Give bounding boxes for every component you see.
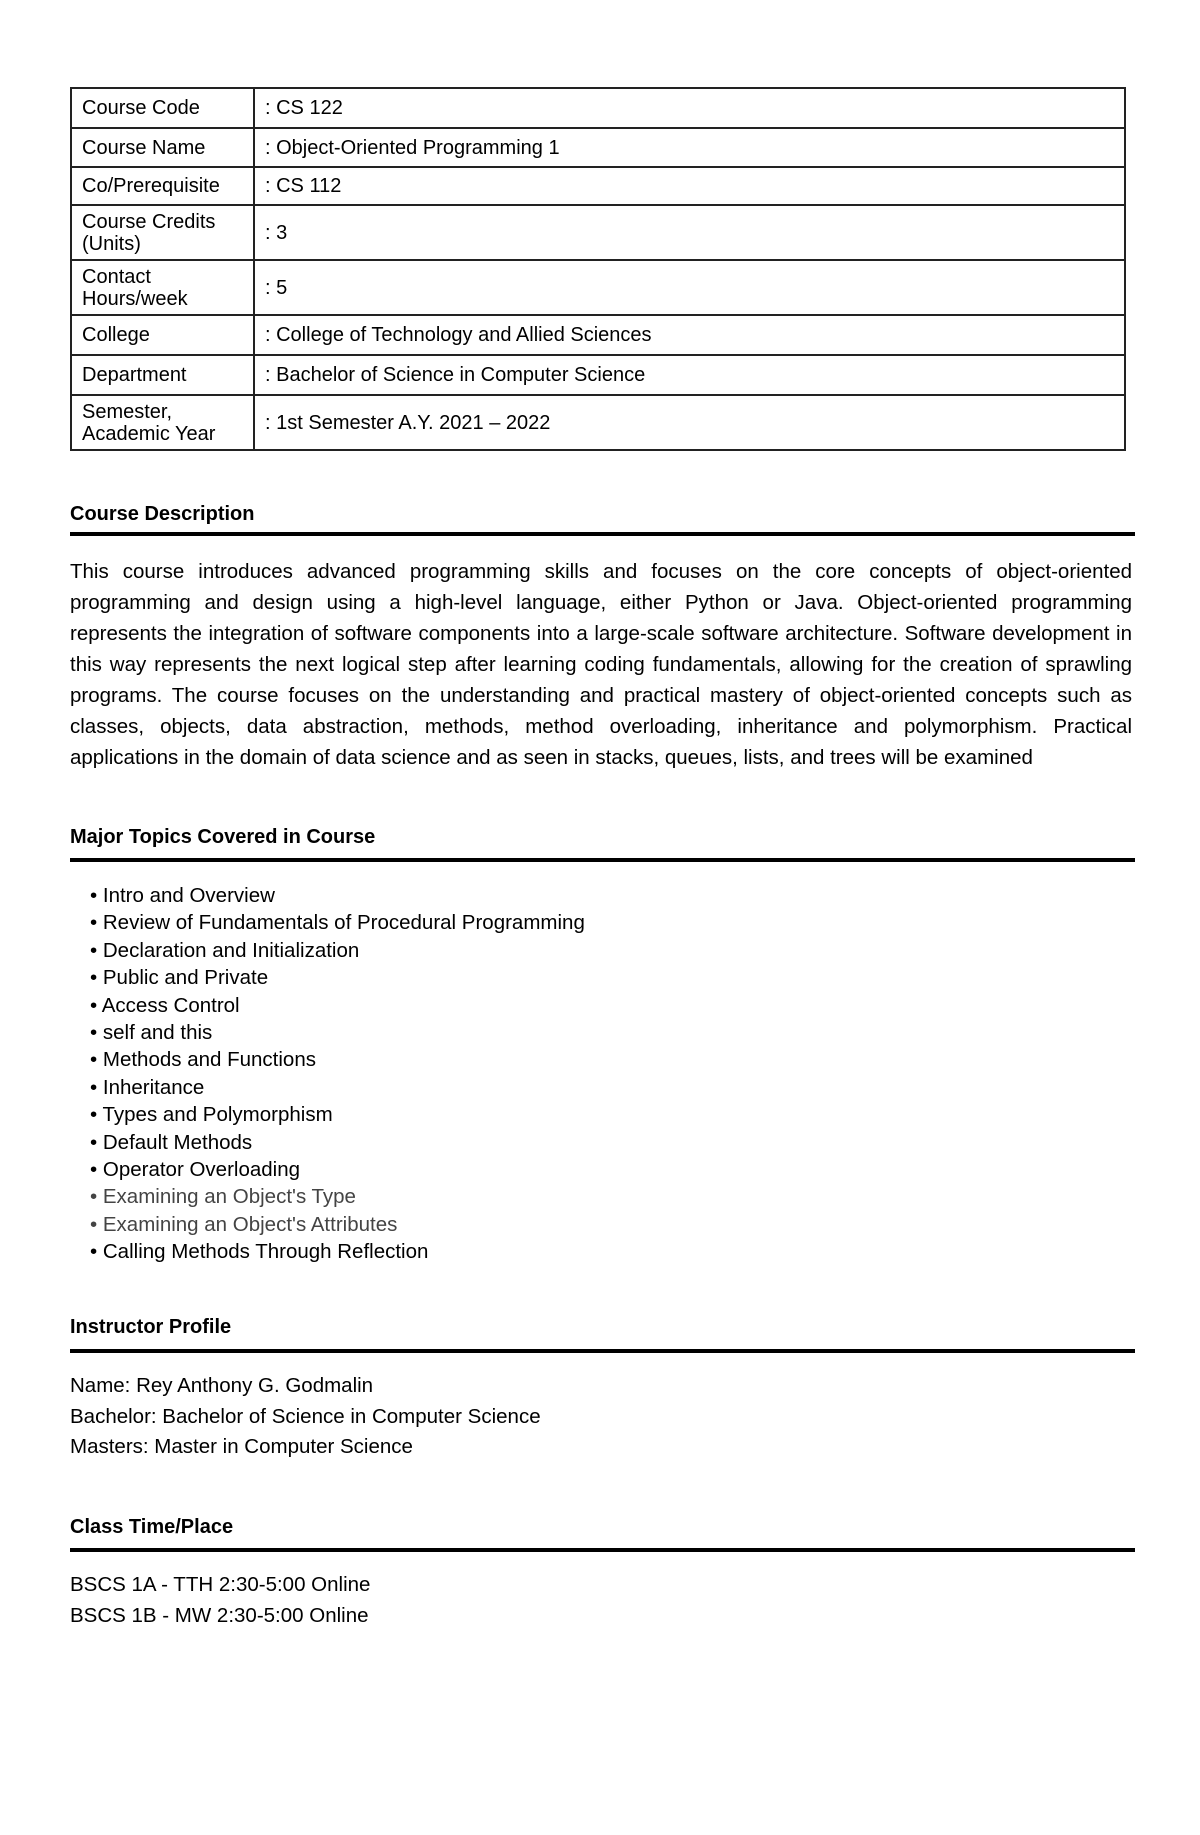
list-item: • Types and Polymorphism <box>90 1101 585 1128</box>
row-label: Contact Hours/week <box>71 260 254 315</box>
instructor-heading: Instructor Profile <box>70 1316 232 1338</box>
list-item: • Calling Methods Through Reflection <box>90 1238 585 1265</box>
section-divider <box>70 532 1135 536</box>
list-item: • Intro and Overview <box>90 882 585 909</box>
row-value: : 5 <box>254 260 1125 315</box>
row-label: Department <box>71 355 254 395</box>
table-row <box>71 355 1125 395</box>
table-row <box>71 128 1125 167</box>
instructor-details <box>70 1371 541 1463</box>
list-item: • Inheritance <box>90 1074 585 1101</box>
list-item: • Review of Fundamentals of Procedural Programming <box>90 909 585 936</box>
list-item: • Operator Overloading <box>90 1156 585 1183</box>
row-label: Course Name <box>71 128 254 167</box>
section-divider <box>70 858 1135 862</box>
row-value: : Bachelor of Science in Computer Science <box>254 355 1125 395</box>
list-item: • Methods and Functions <box>90 1046 585 1073</box>
row-label: Co/Prerequisite <box>71 167 254 205</box>
instructor-bachelor: Bachelor: Bachelor of Science in Computer Science <box>70 1404 541 1428</box>
row-value: : 1st Semester A.Y. 2021 – 2022 <box>254 395 1125 450</box>
row-value: : CS 122 <box>254 88 1125 128</box>
list-item: • self and this <box>90 1019 585 1046</box>
table-row <box>71 167 1125 205</box>
table-row <box>71 205 1125 260</box>
instructor-masters: Masters: Master in Computer Science <box>70 1435 413 1458</box>
row-label: Semester, Academic Year <box>71 395 254 450</box>
list-item: • Access Control <box>90 992 585 1019</box>
table-row <box>71 315 1125 355</box>
section-divider <box>70 1548 1135 1552</box>
row-value: : College of Technology and Allied Sciences <box>254 315 1125 355</box>
instructor-name: Name: Rey Anthony G. Godmalin <box>70 1374 374 1397</box>
row-label: Course Credits (Units) <box>71 205 254 260</box>
table-row <box>71 260 1125 315</box>
topics-list <box>90 882 585 1266</box>
row-value: : CS 112 <box>254 167 1125 205</box>
list-item: • Examining an Object's Attributes <box>90 1211 585 1238</box>
list-item: • Public and Private <box>90 964 585 991</box>
course-info-table <box>70 87 1126 451</box>
course-description-text: This course introduces advanced programming skills and focuses on the core concepts of object-oriented programming and design using a high-level language, either Python or Java. Object-oriented programming represents the integration of software components into a large-scale software architecture. Software development in this way represents the next logical step after learning coding fundamentals, allowing for the creation of sprawling programs. The course focuses on the understanding and practical mastery of object-oriented concepts such as classes, objects, data abstraction, methods, method overloading, inheritance and polymorphism. Practical applications in the domain of data science and as seen in stacks, queues, lists, and trees will be examined <box>70 560 1132 769</box>
course-description-heading: Course Description <box>70 503 255 525</box>
class-time-heading: Class Time/Place <box>70 1516 234 1538</box>
row-value: : Object-Oriented Programming 1 <box>254 128 1125 167</box>
row-label: College <box>71 315 254 355</box>
schedule-line: BSCS 1B - MW 2:30-5:00 Online <box>70 1603 369 1627</box>
schedule-line: BSCS 1A - TTH 2:30-5:00 Online <box>70 1573 371 1596</box>
list-item: • Default Methods <box>90 1129 585 1156</box>
section-divider <box>70 1349 1135 1353</box>
list-item: • Declaration and Initialization <box>90 937 585 964</box>
class-schedule <box>70 1570 370 1631</box>
table-row <box>71 88 1125 128</box>
table-row <box>71 395 1125 450</box>
row-label: Course Code <box>71 88 254 128</box>
list-item: • Examining an Object's Type <box>90 1183 585 1210</box>
topics-heading: Major Topics Covered in Course <box>70 826 376 848</box>
row-value: : 3 <box>254 205 1125 260</box>
